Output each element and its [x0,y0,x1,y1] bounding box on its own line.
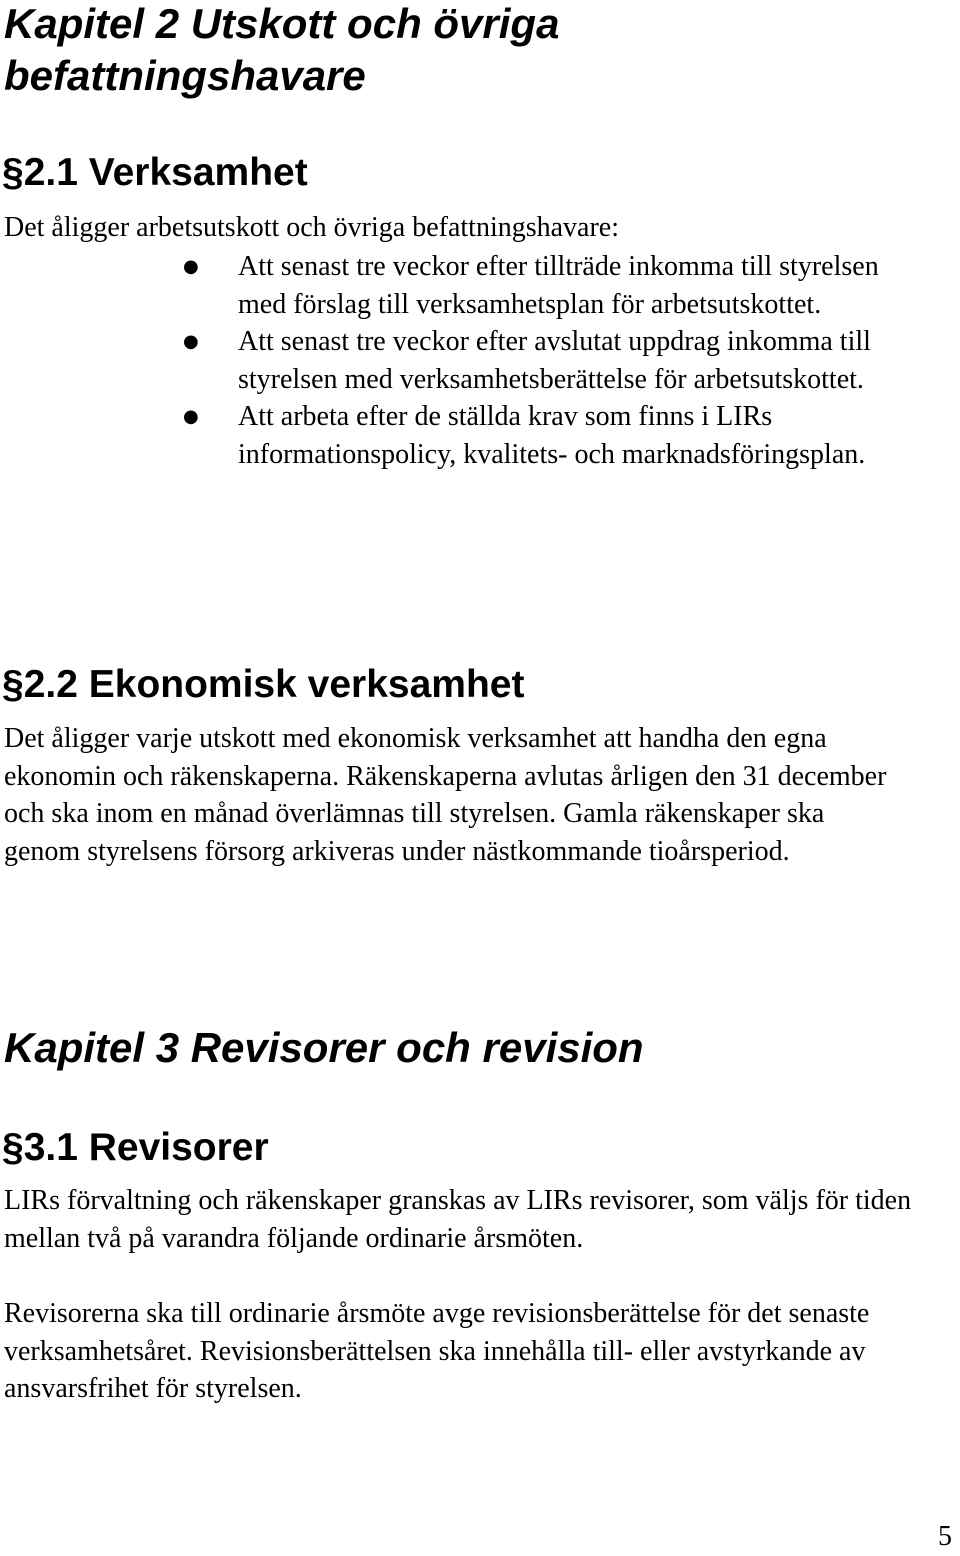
list-item-text: Att senast tre veckor efter avslutat uppdrag inkomma till styrelsen med verksamhetsberättelse för arbetsutskottet. [238,326,871,395]
section-2-2-body: Det åligger varje utskott med ekonomisk verksamhet att handha den egna ekonomin och räkenskaperna. Räkenskaperna avlutas årligen den 31 december och ska inom en månad överlämnas till styrelsen. Gamla räkenskaper ska genom styrelsens försorg arkiveras under nästkommande tioårsperiod. [4,723,887,867]
list-item-text: Att senast tre veckor efter tillträde inkomma till styrelsen med förslag till verksamhetsplan för arbetsutskottet. [238,251,879,320]
bullet-icon: ● [183,256,199,277]
section-2-1-bullet-list [0,248,960,473]
list-item-text: Att arbeta efter de ställda krav som finns i LIRs informationspolicy, kvalitets- och marknadsföringsplan. [238,401,866,470]
section-3-1-paragraph-2: Revisorerna ska till ordinarie årsmöte avge revisionsberättelse för det senaste verksamhetsåret. Revisionsberättelsen ska innehålla till- eller avstyrkande av ansvarsfrihet för styrelsen. [4,1298,870,1404]
section-3-1-paragraph-1: LIRs förvaltning och räkenskaper granskas av LIRs revisorer, som väljs för tiden mellan två på varandra följande ordinarie årsmöten. [4,1185,912,1254]
section-3-1-heading: §3.1 Revisorer [2,1126,269,1169]
list-item [0,398,928,473]
bullet-icon: ● [183,406,199,427]
chapter-2-title: Kapitel 2 Utskott och övriga befattningshavare [4,0,560,99]
chapter-3-title: Kapitel 3 Revisorer och revision [4,1024,644,1071]
section-2-1-heading: §2.1 Verksamhet [2,151,308,194]
bullet-icon: ● [183,331,199,352]
page-number: 5 [938,1521,952,1552]
section-2-2-heading: §2.2 Ekonomisk verksamhet [2,663,525,706]
section-2-1-intro: Det åligger arbetsutskott och övriga befattningshavare: [4,212,620,243]
list-item [0,248,928,323]
list-item [0,323,928,398]
